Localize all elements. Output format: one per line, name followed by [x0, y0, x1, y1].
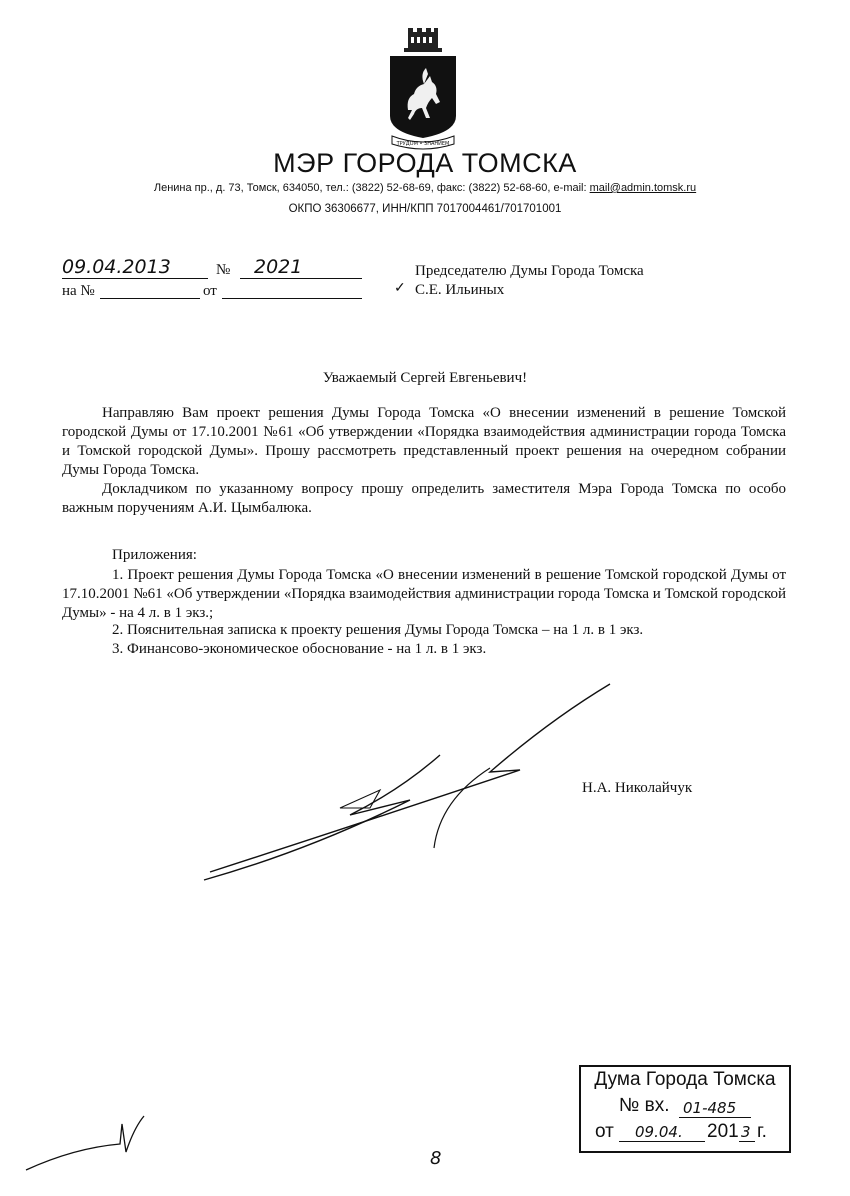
email-link[interactable]: mail@admin.tomsk.ru	[589, 182, 697, 194]
stamp-number-label: № вх.	[619, 1095, 670, 1116]
stamp-year-suffix: г.	[757, 1121, 767, 1142]
recipient-position: Председателю Думы Города Томска	[415, 263, 644, 279]
stamp-number-handwritten: 01-485	[683, 1099, 737, 1117]
handwritten-signature	[190, 680, 630, 890]
stamp-year-handwritten: 3	[741, 1123, 751, 1141]
document-title: МЭР ГОРОДА ТОМСКА	[273, 148, 577, 178]
stamp-date-handwritten: 09.04.	[635, 1123, 683, 1141]
stamp-number-field	[679, 1097, 751, 1118]
reference-date-label: от	[203, 283, 217, 299]
attachment-item-1: 1. Проект решения Думы Города Томска «О внесении изменений в решение Томской городской Думы от 17.10.2001 №61 «Об утверждении «Порядка взаимодействия администрации города Томска и Томской городской Думы» - на 4 л. в 1 экз.;	[62, 567, 786, 621]
letter-paragraph-2: Докладчиком по указанному вопросу прошу определить заместителя Мэра Города Томска по особо важным поручениям А.И. Цымбалюка.	[62, 481, 786, 516]
handwritten-initials	[24, 1108, 164, 1174]
reference-number-field	[100, 284, 200, 299]
reference-date-field	[222, 284, 362, 299]
recipient-name: С.Е. Ильиных	[415, 282, 505, 298]
stamp-year-prefix: 201	[707, 1121, 739, 1142]
stamp-date-field	[619, 1121, 705, 1142]
stamp-date-label: от	[595, 1121, 614, 1142]
page-mark: 8	[430, 1148, 442, 1169]
outgoing-number-label: №	[216, 262, 231, 278]
stamp-organization: Дума Города Томска	[594, 1069, 776, 1090]
outgoing-number-field	[240, 256, 362, 279]
salutation: Уважаемый Сергей Евгеньевич!	[322, 370, 528, 386]
attachments-heading: Приложения:	[112, 547, 197, 563]
incoming-registration-stamp	[579, 1065, 791, 1153]
reference-number-label: на №	[62, 283, 95, 299]
attachment-item-3: 3. Финансово-экономическое обоснование - на 1 л. в 1 экз.	[112, 641, 487, 657]
check-mark: ✓	[394, 281, 406, 296]
outgoing-date-handwritten: 09.04.2013	[62, 256, 171, 278]
letter-paragraph-1: Направляю Вам проект решения Думы Города Томска «О внесении изменений в решение Томской городской Думы от 17.10.2001 №61 «Об утверждении «Порядка взаимодействия администрации города Томска и Томской городской Думы». Прошу рассмотреть представленный проект решения на очередном собрании Думы Города Томска.	[62, 405, 786, 478]
address-line	[0, 182, 850, 194]
emblem-motto: ТРУДОМ • ЗНАНИЕМ	[396, 141, 450, 147]
attachment-item-2: 2. Пояснительная записка к проекту решения Думы Города Томска – на 1 л. в 1 экз.	[112, 622, 644, 638]
address-text: Ленина пр., д. 73, Томск, 634050, тел.: (3822) 52-68-69, факс: (3822) 52-68-60, e-mail:	[153, 182, 590, 194]
organization-codes: ОКПО 36306677, ИНН/КПП 7017004461/701701001	[288, 203, 562, 215]
outgoing-number-handwritten: 2021	[254, 256, 303, 278]
stamp-year-field	[739, 1121, 755, 1142]
city-emblem	[386, 28, 460, 152]
outgoing-date-field	[62, 256, 208, 279]
signatory-name: Н.А. Николайчук	[582, 780, 693, 796]
